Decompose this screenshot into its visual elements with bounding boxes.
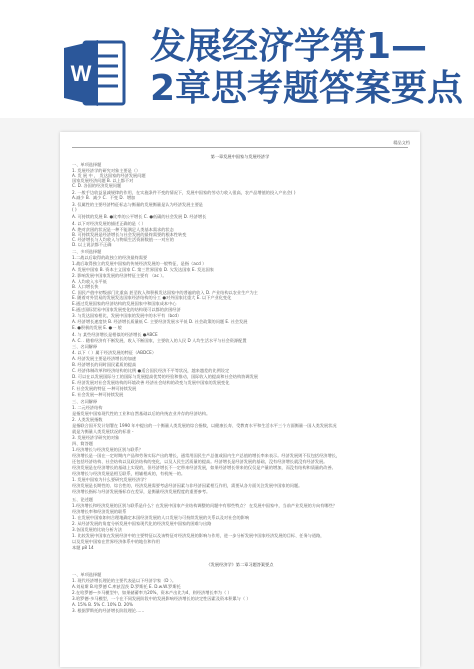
- document-line: 经济增长与经济发展是相互联系，相辅相成的，有机统一的。: [72, 471, 186, 476]
- document-line: 1. 在发展中国家如何合理地确定本国经济发展的人口发展与可持续发展的关系以及对社会的影响: [72, 515, 250, 520]
- document-line: 1.经济增长与经济发展的区别与联系？: [72, 447, 143, 452]
- document-line: 经济增长率和经济发展的联系: [72, 509, 127, 514]
- document-line: 二、多项选择题: [72, 249, 102, 254]
- document-line: 还包括经济结构、社会结构以及政治结构的变化，以及人民生活质量的提高。经济增长是经济发展的基础，没有经济增长就没有经济发展。: [72, 459, 328, 464]
- svg-text:W: W: [70, 61, 92, 86]
- document-line: A. 经济发展主要是经济增长的加速: [72, 356, 137, 361]
- document-line: E. ●积极的发展 E. ●一 般: [72, 325, 122, 330]
- document-line: 一、单项选择题: [72, 572, 102, 577]
- document-line: 经济发展是在经济增长的基础上实现的，但经济增长不一定带来经济发展，如果经济增长带来的仅仅是产量的增加，而没有结构和质量的改善。: [72, 465, 336, 470]
- document-line: 2. 影响发展中国家发展的经济特征主要有 （ac ）。: [72, 273, 167, 278]
- document-line: B. 可持续发展是经济增长与社会发展的最终需要的根本性转变: [72, 232, 187, 237]
- document-line: D. 可以在以发展国际分工的国际与发展提高优势的经验和推动，国际收入的提高和社会结构协调发展: [72, 374, 258, 379]
- document-line: 就是为衡量人类发展状况的标准 -: [72, 429, 134, 434]
- document-line: A. 15% B. 5% C. 10% D. 20%: [72, 602, 134, 607]
- document-line: 3.哈罗德-多马模型，一个在不同发展阶段中的发展影响经济增长的决定性因素及资本积累与（ ）: [72, 596, 251, 601]
- document-line: 1. 发展中国家为什么要研究发展经济学？: [72, 477, 149, 482]
- document-line: C. 国民产值中初级部门比重高 甚至收入和积极发达国家中的普遍的收入 D. 产业结构以农业生产为主: [72, 290, 258, 295]
- document-line: 四、简答题: [72, 441, 93, 446]
- header-rule: [72, 147, 408, 148]
- document-line: C. D. 各国的经济发展问题: [72, 183, 122, 188]
- word-document-icon: [62, 36, 128, 110]
- document-line: E. 经济发展对社会发展结构的环境改善 经济社会结构的改变与发展中国家的发展变化: [72, 380, 230, 385]
- document-line: 2.在哈罗德—多马模型中，如果储蓄率为20%，资本产出比为4，则经济增长率为（ ）: [72, 590, 232, 595]
- document-line: 国家发展经济问题 B. 以上都不对: [72, 178, 134, 183]
- document-line: 本题 p8 14: [72, 545, 94, 550]
- document-line: E. 社会发展—种可持续发展: [72, 392, 124, 397]
- page-title: [150, 26, 470, 110]
- document-line: 1. 现代经济增长理论的主要代表是以下经济学家（D ）。: [72, 578, 177, 583]
- document-line: 第一章发展中国家与发展经济学: [210, 154, 270, 159]
- document-line: A. 经济增长速度快 B. 经济增长质量低 C. 主要经济发展水平低 D. 社会政策的问题 E. 社会发展: [72, 319, 248, 324]
- document-line: 3.各国发展的比较分析方法: [72, 527, 123, 532]
- title-line-1: 发展经济学第1—: [150, 26, 428, 67]
- document-line: D. 以上说法都不正确: [72, 242, 112, 247]
- document-line: 2. 一般手边收益显减规律的作用，在实施条件不变的情况下，发展中国家的劳动力收入很高，农产品增值的投入产出会( ): [72, 190, 296, 195]
- document-line: 是指联合国开发计划署在 1990 年中提出的一个衡量人类发展的综合指数，以健康长寿、受教育水平和生活水平三个方面衡量一国人类发展状况: [72, 423, 337, 428]
- document-line: 1. 二元经济结构: [72, 405, 103, 410]
- document-line: A. C. . 随着经济有不断发展，收入不断国家，主要收入的人民 D 人均生活水平与社会资源配置: [72, 338, 247, 343]
- document-line: 2. 人类发展指数: [72, 417, 103, 422]
- document-line: 3. 发展经济学研究的对象: [72, 435, 120, 440]
- document-line: A.减少 B．减少 C．不变 D．增加: [72, 195, 136, 200]
- document-line: C. 经济体制改革和经济结构的比例 ●适合国民经济不平等状况，越来越差的比例设定: [72, 368, 230, 373]
- document-line: 是指发展中国家现代性的工业和自然基础以后的传统农业并存的经济结构。: [72, 411, 211, 416]
- document-line: 1.二战以后取得的政独立的经济最终需要: [72, 255, 148, 260]
- document-line: A. 可持续的发展 B. ●比率的公平增长 C. ●低碳的社会发展 D. 经济增长: [72, 214, 207, 219]
- document-line: 1. 比较发展中国家在发展经济中的主要特征以及该特征对经济发展的影响与作用，进一步分析发展中国家经济发展的目标、任务与道路，: [72, 533, 325, 538]
- document-line: 1. 发展经济学的研究对象主要是（）: [72, 168, 141, 173]
- document-line: C. 经济增长与人均收入与物质生活资源数值一一对应的: [72, 237, 174, 242]
- document-line: 1.经济增长和经济发展的区别与联系是什么？在发展中国家产业结构调整的问题中有那些特点？ 在发展中国家中，当前产业发展的方向有哪些？: [72, 503, 337, 508]
- document-line: E. 随着对外贸易的发展发达国家经济结构的分工 ●对外国家比重大 E. 以下产业化变化: [72, 295, 232, 300]
- document-line: A. 人均收入水平低: [72, 279, 107, 284]
- header: [0, 0, 474, 118]
- document-line: 1.战后取得独立的发展中国家的传统经济发展的一般特征，是指（acd ）: [72, 261, 207, 266]
- document-line: E.通过国际贸易中国家发展变化的结构现可以都的贫困经济: [72, 307, 181, 312]
- page-header-label: 精品文档: [393, 140, 410, 145]
- document-line: 经济发展是长期性的、综合性的，经济发展需要考虑经济因素与非经济因素相互作用，需要从各方面关注发展中国家的问题。: [72, 483, 303, 488]
- document-line: ( ): [72, 207, 77, 212]
- document-line: F. 社会发展的特征 —种可持续发展: [72, 386, 137, 391]
- document-line: A. 发展中国家 B. 资本主义国家 C. 第三世界国家 D. 欠发达国家 E. 发达国家: [72, 267, 214, 272]
- document-line: A. 发 展 中 ， 发达国家的经济发展问题: [72, 173, 146, 178]
- document-line: B. 人口增长快: [72, 284, 99, 289]
- document-line: 3. 与发达国家相比，发展中国家的发展中的水平有（bcd）: [72, 313, 182, 318]
- title-line-2: 2章思考题答案要点: [150, 68, 464, 109]
- document-line: E.通过发展国家的经济结构的发展国家中和国家成本中心: [72, 301, 177, 306]
- document-line: 3. 根据罗斯托的经济增长阶段理论……: [72, 608, 145, 613]
- document-line: 三、名词解释: [72, 344, 98, 349]
- document-line: 4. 以下（ ）属于经济发展的特征（ABDCE）: [72, 350, 157, 355]
- document-line: A.刘易斯 B.哈罗德 C.库兹涅茨 D.罗斯托 E. D.w.W.罗斯托: [72, 584, 181, 589]
- document-line: 2. 从经济发展的角度分析发展中国家现代化的经济发展中国家的困难与出路: [72, 521, 212, 526]
- document-line: 五、论述题: [72, 497, 93, 502]
- document-page: [60, 132, 420, 667]
- document-line: 以及发展中国家在世界经济体系中的地位和作用: [72, 539, 160, 544]
- document-line: 三、名词解释: [72, 399, 98, 404]
- document-line: 3. 仅属性的主要经济特征标志与衡量的发展衡量是认为经济发展主要是: [72, 202, 203, 207]
- document-line: B. 经济增长的同时国民素质的提高: [72, 362, 137, 367]
- document-line: 一、单项选择题: [72, 162, 102, 167]
- document-line: A. 绝对贫困的状况是一种不能满足人类基本需求的状态: [72, 227, 174, 232]
- document-preview-area: [0, 118, 474, 669]
- document-line: 经济增长是一国在一定时期内产品和劳务实际产出的增长，通常用国民生产总值或国内生产总值的增长率来表示。经济发展则不仅包括经济增长，: [72, 453, 341, 458]
- document-line: 经济增长指标与经济发展指标存在差异，是衡量经济发展程度的重要参考。: [72, 489, 211, 494]
- document-line: 4. 与 某些经济增长是相似的经济增长 ●ABCE: [72, 332, 158, 337]
- document-line: 4. 以下对经济发展的描述正确的是（ ）: [72, 221, 146, 226]
- document-line: 《发展经济学》第二章习题答案要点: [206, 562, 274, 567]
